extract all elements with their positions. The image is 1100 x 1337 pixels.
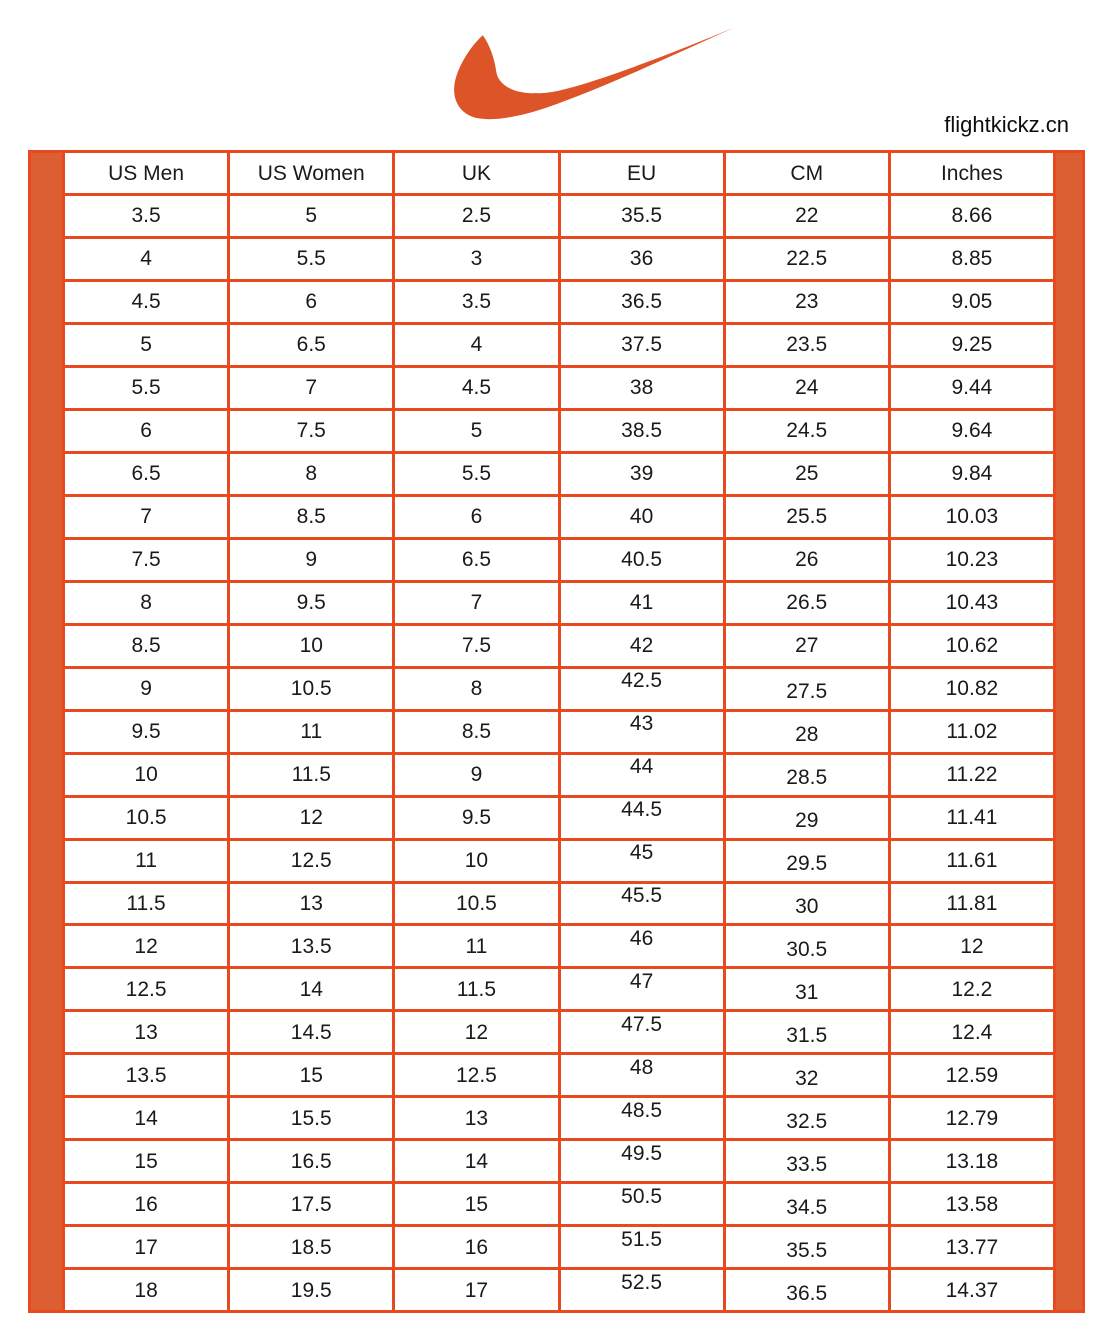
table-cell: 32 <box>726 1055 891 1095</box>
table-grid <box>62 153 1056 1310</box>
table-cell: 7.5 <box>395 626 560 666</box>
table-cell: 14.37 <box>891 1270 1056 1310</box>
table-cell: 13.5 <box>65 1055 230 1095</box>
table-row <box>65 583 1056 626</box>
header-row <box>65 153 1056 196</box>
table-cell: 3.5 <box>395 282 560 322</box>
column-header: UK <box>395 153 560 193</box>
table-cell: 10.43 <box>891 583 1056 623</box>
table-cell: 17 <box>65 1227 230 1267</box>
table-cell: 12 <box>891 926 1056 966</box>
table-cell: 27 <box>726 626 891 666</box>
nike-swoosh-logo <box>452 26 734 123</box>
table-cell: 12.5 <box>395 1055 560 1095</box>
table-cell: 15 <box>65 1141 230 1181</box>
table-cell: 44 <box>561 755 726 795</box>
table-cell: 42.5 <box>561 669 726 709</box>
table-cell: 12.5 <box>65 969 230 1009</box>
table-cell: 31.5 <box>726 1012 891 1052</box>
table-row <box>65 1012 1056 1055</box>
table-cell: 28 <box>726 712 891 752</box>
table-cell: 48.5 <box>561 1098 726 1138</box>
column-header: Inches <box>891 153 1056 193</box>
table-cell: 22 <box>726 196 891 236</box>
right-accent-bar <box>1056 153 1082 1310</box>
table-row <box>65 926 1056 969</box>
table-cell: 33.5 <box>726 1141 891 1181</box>
table-cell: 5.5 <box>65 368 230 408</box>
table-cell: 9.25 <box>891 325 1056 365</box>
table-row <box>65 1098 1056 1141</box>
table-cell: 4.5 <box>65 282 230 322</box>
table-cell: 7.5 <box>65 540 230 580</box>
table-cell: 10.5 <box>65 798 230 838</box>
table-cell: 36 <box>561 239 726 279</box>
table-row <box>65 1184 1056 1227</box>
table-cell: 8.85 <box>891 239 1056 279</box>
table-row <box>65 454 1056 497</box>
table-cell: 8.66 <box>891 196 1056 236</box>
table-cell: 25.5 <box>726 497 891 537</box>
table-cell: 36.5 <box>561 282 726 322</box>
table-cell: 38.5 <box>561 411 726 451</box>
table-row <box>65 626 1056 669</box>
table-cell: 2.5 <box>395 196 560 236</box>
table-cell: 45.5 <box>561 884 726 924</box>
table-cell: 31 <box>726 969 891 1009</box>
table-cell: 26 <box>726 540 891 580</box>
table-cell: 18.5 <box>230 1227 395 1267</box>
table-cell: 29.5 <box>726 841 891 881</box>
table-cell: 6.5 <box>65 454 230 494</box>
table-cell: 12.5 <box>230 841 395 881</box>
table-cell: 5.5 <box>395 454 560 494</box>
column-header: US Men <box>65 153 230 193</box>
table-row <box>65 196 1056 239</box>
table-cell: 37.5 <box>561 325 726 365</box>
table-cell: 9.05 <box>891 282 1056 322</box>
table-cell: 8 <box>65 583 230 623</box>
table-cell: 7 <box>65 497 230 537</box>
table-cell: 11.41 <box>891 798 1056 838</box>
table-cell: 49.5 <box>561 1141 726 1181</box>
table-cell: 14 <box>395 1141 560 1181</box>
table-row <box>65 884 1056 927</box>
size-conversion-table <box>28 150 1085 1313</box>
table-cell: 15 <box>230 1055 395 1095</box>
table-cell: 30 <box>726 884 891 924</box>
table-cell: 16.5 <box>230 1141 395 1181</box>
table-row <box>65 497 1056 540</box>
table-cell: 8 <box>395 669 560 709</box>
table-cell: 11.5 <box>65 884 230 924</box>
table-cell: 10.62 <box>891 626 1056 666</box>
table-cell: 19.5 <box>230 1270 395 1310</box>
table-cell: 10.03 <box>891 497 1056 537</box>
table-cell: 22.5 <box>726 239 891 279</box>
table-cell: 16 <box>395 1227 560 1267</box>
table-cell: 47 <box>561 969 726 1009</box>
table-row <box>65 1227 1056 1270</box>
table-cell: 32.5 <box>726 1098 891 1138</box>
table-cell: 10 <box>230 626 395 666</box>
table-cell: 24.5 <box>726 411 891 451</box>
table-cell: 12.59 <box>891 1055 1056 1095</box>
table-cell: 51.5 <box>561 1227 726 1267</box>
table-cell: 10 <box>395 841 560 881</box>
table-cell: 13 <box>230 884 395 924</box>
table-cell: 3.5 <box>65 196 230 236</box>
table-cell: 7 <box>230 368 395 408</box>
table-cell: 14.5 <box>230 1012 395 1052</box>
table-cell: 7.5 <box>230 411 395 451</box>
table-cell: 5.5 <box>230 239 395 279</box>
table-cell: 10.23 <box>891 540 1056 580</box>
table-cell: 38 <box>561 368 726 408</box>
table-cell: 11.02 <box>891 712 1056 752</box>
table-cell: 34.5 <box>726 1184 891 1224</box>
table-row <box>65 1270 1056 1310</box>
table-cell: 9.5 <box>230 583 395 623</box>
column-header: EU <box>561 153 726 193</box>
table-cell: 6.5 <box>395 540 560 580</box>
table-cell: 23 <box>726 282 891 322</box>
table-cell: 12 <box>65 926 230 966</box>
table-cell: 9.44 <box>891 368 1056 408</box>
table-cell: 9.84 <box>891 454 1056 494</box>
table-cell: 36.5 <box>726 1270 891 1310</box>
table-cell: 18 <box>65 1270 230 1310</box>
table-cell: 29 <box>726 798 891 838</box>
table-cell: 11.5 <box>395 969 560 1009</box>
table-cell: 11 <box>230 712 395 752</box>
table-cell: 12.79 <box>891 1098 1056 1138</box>
table-cell: 35.5 <box>561 196 726 236</box>
table-cell: 4 <box>65 239 230 279</box>
table-cell: 13.5 <box>230 926 395 966</box>
table-cell: 25 <box>726 454 891 494</box>
table-cell: 28.5 <box>726 755 891 795</box>
table-cell: 39 <box>561 454 726 494</box>
table-cell: 5 <box>395 411 560 451</box>
table-cell: 27.5 <box>726 669 891 709</box>
table-cell: 5 <box>230 196 395 236</box>
table-row <box>65 712 1056 755</box>
table-cell: 11 <box>395 926 560 966</box>
table-cell: 43 <box>561 712 726 752</box>
table-cell: 11.5 <box>230 755 395 795</box>
table-cell: 13.77 <box>891 1227 1056 1267</box>
table-row <box>65 1055 1056 1098</box>
table-cell: 8.5 <box>230 497 395 537</box>
table-cell: 11.22 <box>891 755 1056 795</box>
table-row <box>65 841 1056 884</box>
table-row <box>65 969 1056 1012</box>
table-cell: 6 <box>395 497 560 537</box>
table-cell: 42 <box>561 626 726 666</box>
table-cell: 15.5 <box>230 1098 395 1138</box>
left-accent-bar <box>31 153 62 1310</box>
table-cell: 11 <box>65 841 230 881</box>
table-cell: 13 <box>395 1098 560 1138</box>
table-cell: 9 <box>65 669 230 709</box>
table-cell: 8.5 <box>65 626 230 666</box>
table-cell: 12.2 <box>891 969 1056 1009</box>
table-cell: 14 <box>65 1098 230 1138</box>
table-cell: 46 <box>561 926 726 966</box>
table-cell: 50.5 <box>561 1184 726 1224</box>
table-row <box>65 669 1056 712</box>
table-cell: 30.5 <box>726 926 891 966</box>
table-cell: 16 <box>65 1184 230 1224</box>
table-cell: 6.5 <box>230 325 395 365</box>
table-cell: 5 <box>65 325 230 365</box>
table-cell: 52.5 <box>561 1270 726 1310</box>
table-row <box>65 239 1056 282</box>
table-cell: 13.18 <box>891 1141 1056 1181</box>
table-cell: 41 <box>561 583 726 623</box>
table-cell: 10.82 <box>891 669 1056 709</box>
table-cell: 10.5 <box>395 884 560 924</box>
table-cell: 14 <box>230 969 395 1009</box>
table-cell: 10 <box>65 755 230 795</box>
table-cell: 26.5 <box>726 583 891 623</box>
table-cell: 9.64 <box>891 411 1056 451</box>
column-header: US Women <box>230 153 395 193</box>
table-cell: 7 <box>395 583 560 623</box>
table-cell: 11.61 <box>891 841 1056 881</box>
table-cell: 17.5 <box>230 1184 395 1224</box>
table-cell: 12.4 <box>891 1012 1056 1052</box>
table-cell: 9 <box>395 755 560 795</box>
table-row <box>65 1141 1056 1184</box>
table-cell: 6 <box>65 411 230 451</box>
table-cell: 8.5 <box>395 712 560 752</box>
table-cell: 40 <box>561 497 726 537</box>
table-cell: 24 <box>726 368 891 408</box>
table-cell: 15 <box>395 1184 560 1224</box>
table-cell: 47.5 <box>561 1012 726 1052</box>
table-cell: 45 <box>561 841 726 881</box>
watermark-text: flightkickz.cn <box>944 112 1069 137</box>
table-cell: 48 <box>561 1055 726 1095</box>
table-cell: 9 <box>230 540 395 580</box>
table-cell: 4 <box>395 325 560 365</box>
table-cell: 23.5 <box>726 325 891 365</box>
table-cell: 12 <box>230 798 395 838</box>
table-cell: 9.5 <box>65 712 230 752</box>
table-row <box>65 368 1056 411</box>
table-body <box>65 196 1056 1310</box>
table-row <box>65 325 1056 368</box>
table-cell: 3 <box>395 239 560 279</box>
table-cell: 12 <box>395 1012 560 1052</box>
table-row <box>65 540 1056 583</box>
column-header: CM <box>726 153 891 193</box>
table-row <box>65 755 1056 798</box>
table-cell: 17 <box>395 1270 560 1310</box>
table-cell: 6 <box>230 282 395 322</box>
table-cell: 4.5 <box>395 368 560 408</box>
table-cell: 10.5 <box>230 669 395 709</box>
table-cell: 35.5 <box>726 1227 891 1267</box>
table-row <box>65 411 1056 454</box>
table-row <box>65 282 1056 325</box>
table-cell: 8 <box>230 454 395 494</box>
table-cell: 13 <box>65 1012 230 1052</box>
table-row <box>65 798 1056 841</box>
table-cell: 13.58 <box>891 1184 1056 1224</box>
table-cell: 11.81 <box>891 884 1056 924</box>
table-cell: 40.5 <box>561 540 726 580</box>
table-cell: 44.5 <box>561 798 726 838</box>
table-cell: 9.5 <box>395 798 560 838</box>
